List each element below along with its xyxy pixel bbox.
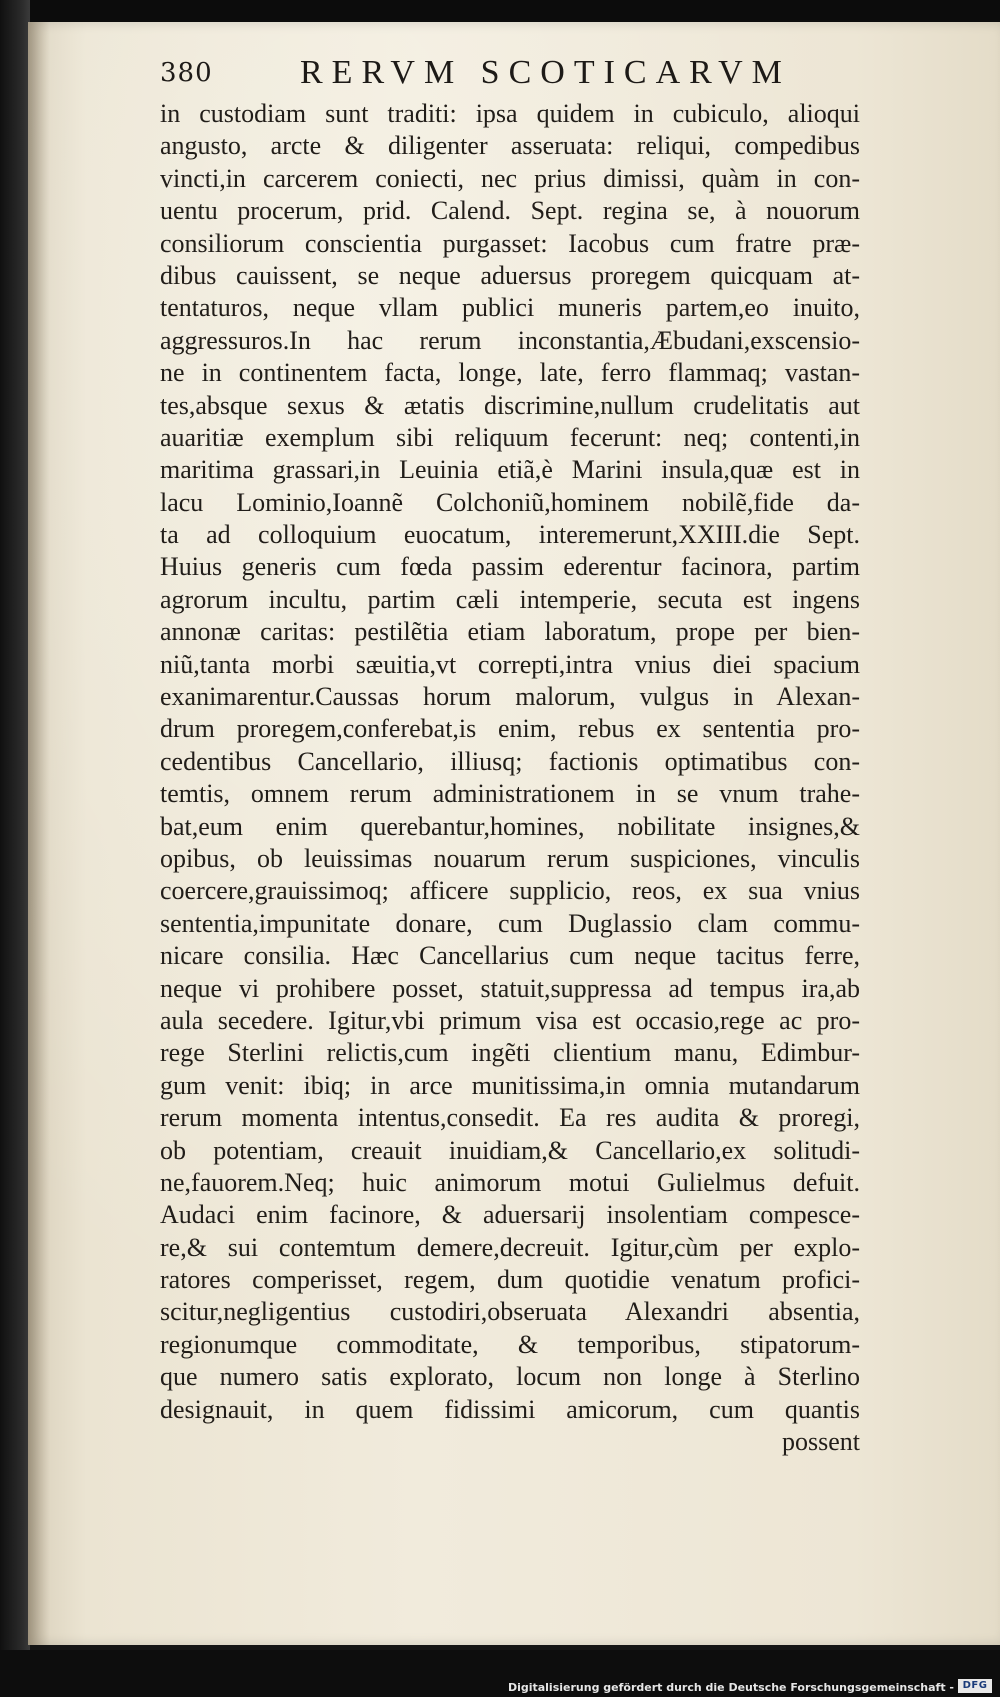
text-line: bat,eum enim querebantur,homines, nobilitate insignes,& bbox=[160, 811, 860, 841]
page-number: 380 bbox=[160, 58, 213, 88]
text-line: possent bbox=[782, 1427, 860, 1457]
text-line: ta ad colloquium euocatum, interemerunt,XXIII.die Sept. bbox=[160, 520, 860, 550]
text-line: ne in continentem facta, longe, late, ferro flammaq; vastan- bbox=[160, 358, 860, 388]
text-line: annonæ caritas: pestilẽtia etiam laboratum, prope per bien- bbox=[160, 617, 860, 647]
text-line: drum proregem,conferebat,is enim, rebus ex sententia pro- bbox=[160, 714, 860, 744]
text-line: Audaci enim facinore, & aduersarij insolentiam compesce- bbox=[160, 1200, 860, 1230]
text-line: vincti,in carcerem coniecti, nec prius dimissi, quàm in con- bbox=[160, 163, 860, 193]
text-line: re,& sui contemtum demere,decreuit. Igitur,cùm per explo- bbox=[160, 1232, 860, 1262]
text-line: sententia,impunitate donare, cum Duglassio clam commu- bbox=[160, 908, 860, 938]
text-line: auaritiæ exemplum sibi reliquum fecerunt: neq; contenti,in bbox=[160, 422, 860, 452]
text-line: ob potentiam, creauit inuidiam,& Cancellario,ex solitudi- bbox=[160, 1135, 860, 1165]
text-line: lacu Lominio,Ioannẽ Colchoniũ,hominem nobilẽ,fide da- bbox=[160, 487, 860, 517]
text-line: scitur,negligentius custodiri,obseruata Alexandri absentia, bbox=[160, 1297, 860, 1327]
text-line: agrorum incultu, partim cæli intemperie, secuta est ingens bbox=[160, 584, 860, 614]
text-line: que numero satis explorato, locum non longe à Sterlino bbox=[160, 1362, 860, 1392]
text-line: nicare consilia. Hæc Cancellarius cum neque tacitus ferre, bbox=[160, 941, 860, 971]
text-line: Huius generis cum fœda passim ederentur facinora, partim bbox=[160, 552, 860, 582]
text-line: aula secedere. Igitur,vbi primum visa est occasio,rege ac pro- bbox=[160, 1005, 860, 1035]
dfg-logo: DFG bbox=[958, 1679, 992, 1693]
text-line: ne,fauorem.Neq; huic animorum motui Gulielmus defuit. bbox=[160, 1167, 860, 1197]
text-line: rerum momenta intentus,consedit. Ea res audita & proregi, bbox=[160, 1103, 860, 1133]
text-line: niũ,tanta morbi sæuitia,vt correpti,intra vnius diei spacium bbox=[160, 649, 860, 679]
text-line: ratores comperisset, regem, dum quotidie venatum profici- bbox=[160, 1265, 860, 1295]
running-head: RERVM SCOTICARVM bbox=[300, 54, 791, 91]
text-line: regionumque commoditate, & temporibus, stipatorum- bbox=[160, 1329, 860, 1359]
page-gutter-shadow bbox=[28, 22, 50, 1645]
text-line: maritima grassari,in Leuinia etiã,è Marini insula,quæ est in bbox=[160, 455, 860, 485]
text-line: cedentibus Cancellario, illiusq; factionis optimatibus con- bbox=[160, 746, 860, 776]
text-line: gum venit: ibiq; in arce munitissima,in omnia mutandarum bbox=[160, 1070, 860, 1100]
text-line: uentu procerum, prid. Calend. Sept. regina se, à nouorum bbox=[160, 196, 860, 226]
text-line: coercere,grauissimoq; afficere supplicio, reos, ex sua vnius bbox=[160, 876, 860, 906]
text-line: tentaturos, neque vllam publici muneris partem,eo inuito, bbox=[160, 293, 860, 323]
text-line: dibus cauissent, se neque aduersus proregem quicquam at- bbox=[160, 260, 860, 290]
body-text bbox=[160, 98, 860, 1458]
text-line: in custodiam sunt traditi: ipsa quidem in cubiculo, alioqui bbox=[160, 99, 860, 128]
digitization-credit: Digitalisierung gefördert durch die Deutsche Forschungsgemeinschaft - bbox=[507, 1681, 954, 1694]
text-line: aggressuros.In hac rerum inconstantia,Æbudani,exscensio- bbox=[160, 325, 860, 355]
text-line: exanimarentur.Caussas horum malorum, vulgus in Alexan- bbox=[160, 682, 860, 712]
scan-left-border bbox=[0, 0, 30, 1650]
text-line: temtis, omnem rerum administrationem in se vnum trahe- bbox=[160, 779, 860, 809]
text-line: designauit, in quem fidissimi amicorum, cum quantis bbox=[160, 1394, 860, 1424]
text-line: consiliorum conscientia purgasset: Iacobus cum fratre præ- bbox=[160, 228, 860, 258]
page-header bbox=[160, 52, 860, 96]
text-line: opibus, ob leuissimas nouarum rerum suspiciones, vinculis bbox=[160, 843, 860, 873]
text-line: tes,absque sexus & ætatis discrimine,nullum crudelitatis aut bbox=[160, 390, 860, 420]
text-line: neque vi prohibere posset, statuit,suppressa ad tempus ira,ab bbox=[160, 973, 860, 1003]
text-line: angusto, arcte & diligenter asseruata: reliqui, compedibus bbox=[160, 131, 860, 161]
text-line: rege Sterlini relictis,cum ingẽti clientium manu, Edimbur- bbox=[160, 1038, 860, 1068]
